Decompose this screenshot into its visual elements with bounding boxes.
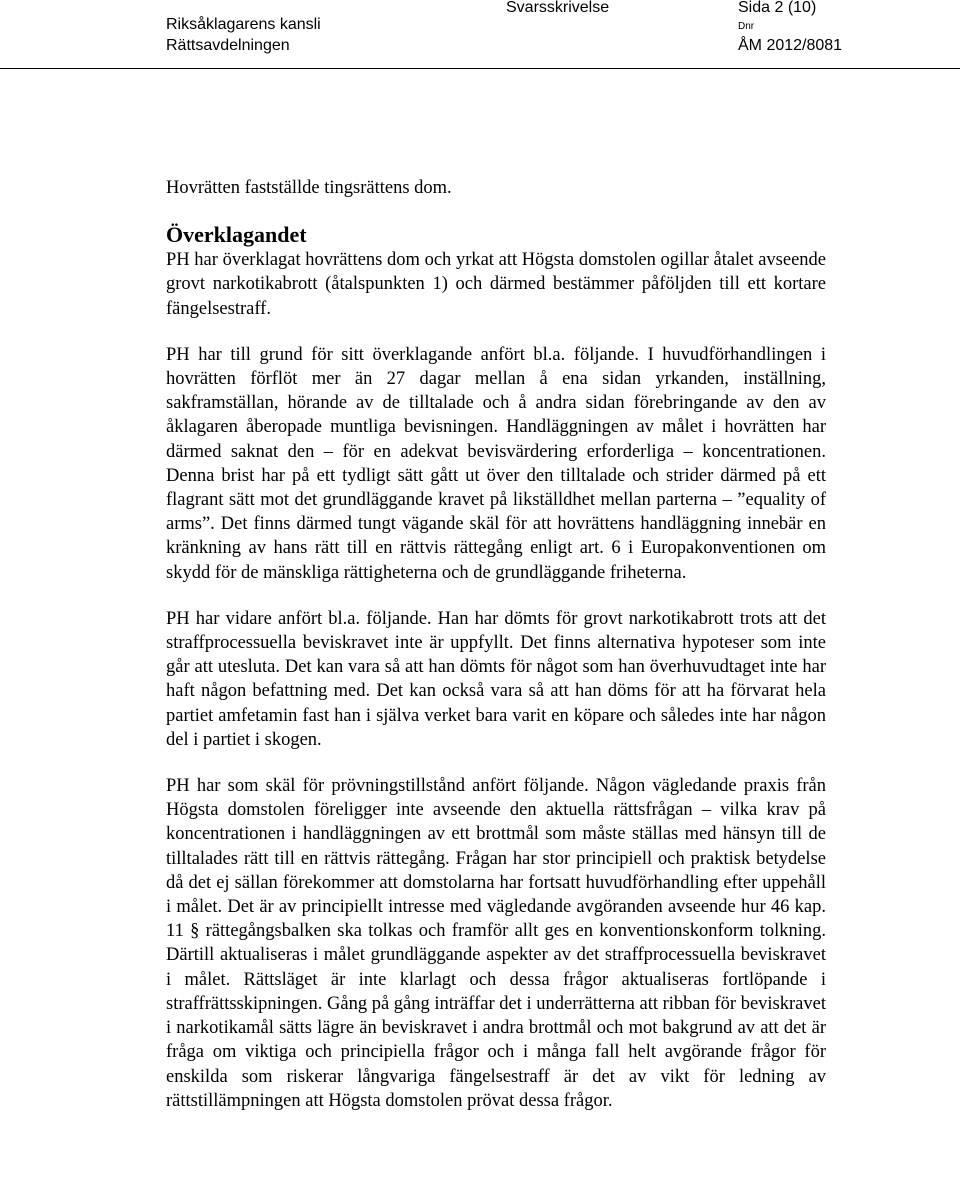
header-dnr: ÅM 2012/8081	[738, 37, 843, 54]
header-doc-type: Svarsskrivelse	[506, 0, 610, 16]
header-divider	[0, 68, 960, 69]
paragraph-further-grounds: PH har vidare anfört bl.a. följande. Han har dömts för grovt narkotikabrott trots att det straffprocessuella beviskravet inte är uppfyllt. Det finns alternativa hypoteser som inte går att utesluta. Det kan vara så att han dömts för något som han överhuvudtaget inte har haft någon befattning med. Det kan också vara så att han döms för att ha förvarat hela partiet amfetamin fast han i själva verket bara varit en köpare och således inte har någon del i partiet i skogen.	[166, 608, 826, 750]
intro-paragraph: Hovrätten fastställde tingsrättens dom.	[166, 178, 452, 198]
paragraph-appeal: PH har överklagat hovrättens dom och yrkat att Högsta domstolen ogillar åtalet avseende grovt narkotikabrott (åtalspunkten 1) och därmed bestämmer påföljden till ett kortare fängelsestraff.	[166, 250, 826, 319]
paragraph-grounds: PH har till grund för sitt överklagande anfört bl.a. följande. I huvudförhandlingen i hovrätten förflöt mer än 27 dagar mellan å ena sidan yrkanden, inställning, sakframställan, hörande av de tilltalade och å andra sidan förebringande av den av åklagaren åberopade muntliga bevisningen. Handläggningen av målet i hovrätten har därmed saknat den – för en adekvat bevisvärdering erforderliga – koncentrationen. Denna brist har på ett tydligt sätt gått ut över den tilltalade och strider därmed på ett flagrant sätt mot det grundläggande kravet på likställdhet mellan parterna – ”equality of arms”. Det finns därmed tungt vägande skäl för att hovrättens handläggning innebär en kränkning av hans rätt till en rättvis rättegång enligt art. 6 i Europakonventionen om skydd för de mänskliga rättigheterna och de grundläggande friheterna.	[166, 344, 826, 583]
header-dnr-label: Dnr	[738, 21, 755, 32]
header-org: Riksåklagarens kansli	[166, 16, 321, 33]
section-heading: Överklagandet	[166, 222, 307, 248]
header-unit: Rättsavdelningen	[166, 37, 290, 54]
header-page-number: Sida 2 (10)	[738, 0, 817, 16]
document-body	[166, 176, 826, 1113]
paragraph-leave-to-appeal: PH har som skäl för prövningstillstånd anfört följande. Någon vägledande praxis från Högsta domstolen föreligger inte avseende den aktuella rättsfrågan – vilka krav på koncentrationen i handläggningen av ett brottmål som måste ställas med hänsyn till de tilltalades rätt till en rättvis rättegång. Frågan har stor principiell och praktisk betydelse då det ej sällan förekommer att domstolarna har fortsatt huvudförhandling efter uppehåll i målet. Det är av principiellt intresse med vägledande avgöranden avseende hur 46 kap. 11 § rättegångsbalken ska tolkas och framför allt ges en konventionskonform tolkning. Därtill aktualiseras i målet grundläggande aspekter av det straffprocessuella beviskravet i målet. Rättsläget är inte klarlagt och dessa frågor aktualiseras fortlöpande i straffrättsskipningen. Gång på gång inträffar det i underrätterna att ribban för beviskravet i narkotikamål sätts lägre än beviskravet i andra brottmål och mot bakgrund av att det är fråga om viktiga och principiella frågor och i många fall helt avgörande frågor för enskilda som riskerar långvariga fängelsestraff är det av vikt för ledning av rättstillämpningen att Högsta domstolen prövat dessa frågor.	[166, 776, 826, 1111]
